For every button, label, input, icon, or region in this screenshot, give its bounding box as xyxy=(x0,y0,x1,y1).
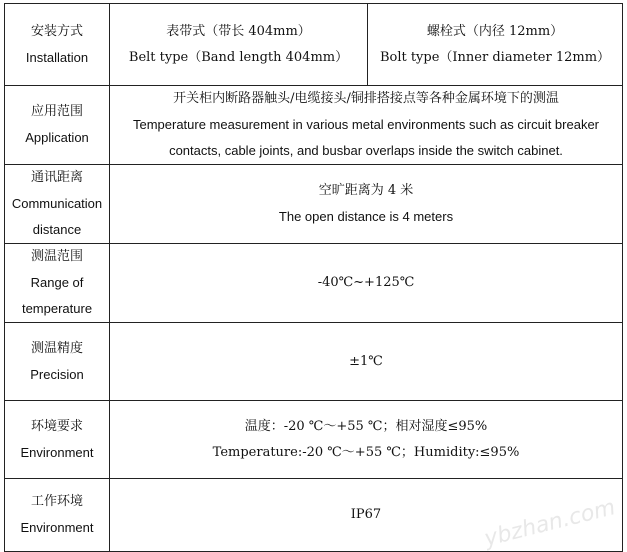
watermark: ybzhan.com xyxy=(482,495,619,552)
communication-cn: 空旷距离为 4 米 xyxy=(318,183,414,198)
environment-en: Temperature:-20 ℃～+55 ℃；Humidity:≤95% xyxy=(212,444,520,460)
label-working xyxy=(5,479,110,552)
cell-working xyxy=(110,479,623,552)
communication-en: The open distance is 4 meters xyxy=(278,209,454,224)
label-precision xyxy=(5,323,110,401)
row-installation xyxy=(5,4,623,86)
label-working-cn: 工作环境 xyxy=(30,494,83,509)
cell-precision xyxy=(110,323,623,401)
label-communication-en-2: distance xyxy=(32,222,82,237)
cell-bolt-type xyxy=(368,4,623,86)
label-precision-cn: 测温精度 xyxy=(30,340,83,356)
label-range-cn: 测温范围 xyxy=(30,249,83,264)
row-working xyxy=(5,479,623,552)
cell-environment xyxy=(110,401,623,479)
range-value: -40℃~+125℃ xyxy=(317,275,415,290)
label-communication xyxy=(5,165,110,244)
belt-type-en: Belt type（Band length 404mm） xyxy=(128,49,349,65)
spec-table xyxy=(4,3,623,552)
label-environment xyxy=(5,401,110,479)
label-installation-cn: 安装方式 xyxy=(30,23,83,39)
label-environment-cn: 环境要求 xyxy=(30,418,83,434)
label-range xyxy=(5,244,110,323)
label-working-en: Environment xyxy=(20,520,94,535)
label-range-en-2: temperature xyxy=(21,301,93,316)
precision-value: ±1℃ xyxy=(349,353,383,369)
label-environment-en: Environment xyxy=(20,444,94,460)
label-application xyxy=(5,86,110,165)
environment-cn: 温度：-20 ℃～+55 ℃；相对湿度≤95% xyxy=(244,418,488,434)
label-installation xyxy=(5,4,110,86)
cell-belt-type xyxy=(110,4,368,86)
application-en-line1: Temperature measurement in various metal environments such as circuit breaker xyxy=(132,117,600,132)
label-range-en-1: Range of xyxy=(30,275,84,290)
label-application-en: Application xyxy=(25,130,89,145)
bolt-type-cn: 螺栓式（内径 12mm） xyxy=(426,23,564,39)
cell-range xyxy=(110,244,623,323)
label-communication-en-1: Communication xyxy=(11,196,103,211)
cell-communication xyxy=(110,165,623,244)
bolt-type-en: Bolt type（Inner diameter 12mm） xyxy=(379,49,611,65)
row-precision xyxy=(5,323,623,401)
label-application-cn: 应用范围 xyxy=(30,104,83,119)
row-communication xyxy=(5,165,623,244)
application-cn: 开关柜内断路器触头/电缆接头/铜排搭接点等各种金属环境下的测温 xyxy=(173,91,559,106)
label-communication-cn: 通讯距离 xyxy=(30,170,83,185)
label-precision-en: Precision xyxy=(30,366,84,382)
cell-application xyxy=(110,86,623,165)
working-value: IP67 xyxy=(350,507,382,522)
label-installation-en: Installation xyxy=(25,49,89,65)
application-en-line2: contacts, cable joints, and busbar overlaps inside the switch cabinet. xyxy=(169,143,563,158)
row-range xyxy=(5,244,623,323)
belt-type-cn: 表带式（带长 404mm） xyxy=(166,23,311,39)
row-application xyxy=(5,86,623,165)
row-environment xyxy=(5,401,623,479)
